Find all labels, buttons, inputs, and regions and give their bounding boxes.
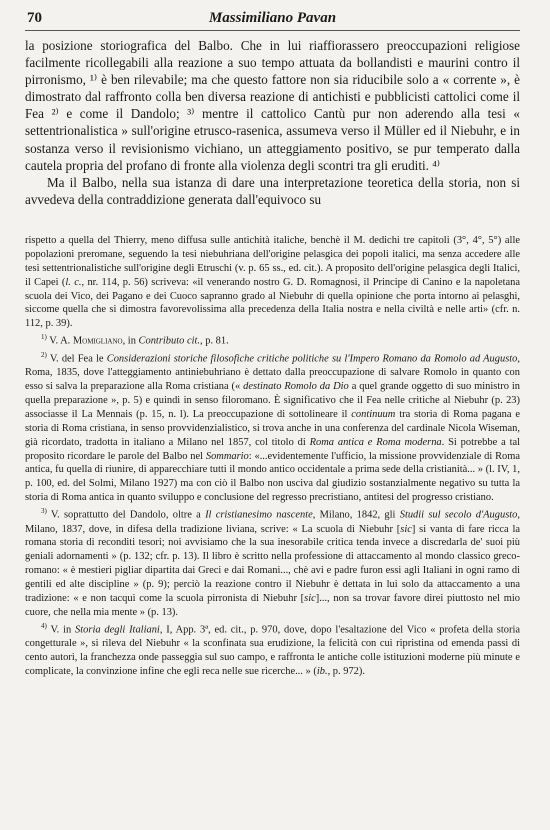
page-header: [25, 8, 520, 31]
footnote-text-run: V. A.: [46, 335, 73, 347]
footnote-text-run: Roma antica e Roma moderna: [309, 436, 442, 448]
footnote-text-run: destinato Romolo da Dio: [243, 380, 349, 392]
body-paragraph: la posizione storiografica del Balbo. Che in lui riaffiorassero preoccupazioni religiose facilmente ricollegabili alla reazione a suo tempo attuata da bollandisti e maurini contro il pirronismo, ¹⁾ è ben rilevabile; ma che questo fattore non sia riducibile solo a « corrente », è dimostrato dal raffronto colla ben diversa reazione di antichisti e pubblicisti cattolici come il Fea ²⁾ e come il Dandolo; ³⁾ mentre il cattolico Cantù pur non aderendo alla tesi « settentrionalistica » sull'origine etrusco-rasenica, assumeva verso il Müller ed il Niebuhr, e in sostanza verso il revisionismo vichiano, un atteggiamento positivo, se pur temperato dalla cautela propria del profano di fronte alla violenza degli scontri tra gli eruditi. ⁴⁾: [25, 38, 520, 173]
footnote-text-run: , I, App. 3ª, ed. cit., p. 970, dove, dopo l'esaltazione del Vico « profeta della storia congetturale », si rileva del Niebuhr « la sconfinata sua erudizione, la felicità con cui ripristina od emenda passi di cento autori, la franchezza onde passeggia sul suo campo, e raffronta le antiche colle istituzioni moderne più minute e complicate, la convinzione infine che egli reca nelle sue ricerche... » (: [25, 624, 520, 678]
running-title: Massimiliano Pavan: [208, 10, 337, 26]
footnote-text-run: 4): [41, 621, 47, 630]
footnote-text-run: V. soprattutto del Dandolo, oltre a: [46, 509, 206, 521]
footnote-text-run: tra storia di Roma pagana e storia di Roma cristiana, in senso provvidenzialistico, si trova anche in una conferenza del cardinale Nicola Wiseman, già ricordato, tradotta in italiano a Milano nel 1857, col titolo di: [25, 408, 520, 448]
footnote-text-run: a quel grande oggetto di suo ministro in quella preparazione », p. 5) e quindi in senso filoromano. È significativo che il Fea nelle critiche al Niebuhr (p. 23) associasse il La Mennais (p. 15, n. l). La preoccupazione di sottolineare il: [25, 380, 520, 420]
footnote-text-run: , in: [122, 335, 139, 347]
footnote-4: [25, 620, 520, 679]
footnote-text-run: Studii sul secolo d'Augusto: [399, 509, 518, 521]
footnote-text-run: : «...evidentemente l'ufficio, la missione provvidenziale di Roma antica, fu quella di riunire, di apparecchiare tutti il mondo antico occidentale a prima sede della cristianità... » (l. IV, 1, p. 100, ed. del Solmi, Milano 1927) ma con ciò il Balbo non usciva dal giudizio sostanzialmente negativo su tutta la storia di Roma antica in quanto sviluppo e conclusione del regresso precristiano, antitesi del progresso cristiano.: [25, 450, 521, 504]
footnote-text-run: , Milano, 1842, gli: [312, 509, 400, 521]
footnote-text-run: . Si potrebbe a tal proposito ricordare le parole del Balbo nel: [25, 436, 520, 462]
footnote-text-run: l. c.: [65, 276, 82, 288]
footnote-1: [25, 331, 520, 348]
footnote-text-run: V. del Fea le: [46, 353, 107, 365]
footnote-text-run: , p. 972).: [327, 666, 365, 678]
body-paragraph: Ma il Balbo, nella sua istanza di dare una interpretazione teoretica della storia, non si avvedeva della contraddizione generata dall'equivoco su: [25, 174, 520, 207]
footnote-text-run: sic: [304, 593, 316, 605]
footnote-text-run: Considerazioni storiche filosofiche critiche politiche su l'Impero Romano da Romolo ad Augusto: [106, 353, 518, 365]
footnote-text-run: ib.: [316, 666, 328, 678]
footnote-text-run: rispetto a quella del Thierry, meno diffusa sulle antichità italiche, benchè il M. dedichi tre capitoli (3°, 4°, 5°) alle popolazioni preromane, seguendo la tesi niebuhriana dell'origine pelasgica dei popoli italici, ma senza accedere alle tesi settentrionalistiche sull'origine degli Etruschi (v. p. 65 ss., ed. cit.). A proposito dell'origine pelasgica degli Italici, il Capei (: [25, 234, 520, 288]
footnote-text-run: 3): [41, 507, 47, 516]
main-text: [25, 37, 520, 208]
footnote-text-run: ] si vanta di fare ricca la romana storia di reconditi tesori; noi avvisiamo che la sua inesorabile critica tenda invece a discredarla de' suoi più geniali adornamenti » (p. 132; cfr. p. 13). Il libro è scritto nella professione di attaccamento al mondo classico greco-romano: « è mestieri pigliar dipartita dai Greci e dai Romani..., chè avi e padre furon essi agli Italiani in ogni ramo di gentili ed alte discipline » (p. 9); perciò la reazione contro il Niebuhr è dettata in lui solo da attaccamento a una tradizione: « e non tacqui come la scuola pirronista di Niebuhr [: [25, 523, 521, 605]
footnote-text-run: Contributo cit.: [138, 335, 200, 347]
footnote-text-run: Sommario: [205, 450, 249, 462]
footnote-text-run: , p. 81.: [200, 335, 229, 347]
footnote-2: [25, 349, 520, 505]
footnote-text-run: V. in: [46, 624, 76, 636]
footnote-text-run: , Milano, 1837, dove, in difesa della tradizione liviana, scrive: « La scuola di Niebuhr [: [25, 509, 521, 535]
footnote-3: [25, 505, 520, 620]
footnote-text-run: sic: [400, 523, 412, 535]
footnote-text-run: Momigliano: [72, 335, 123, 347]
footnote-text-run: 2): [41, 350, 47, 359]
footnote-text-run: , Roma, 1835, dove l'atteggiamento antiniebuhriano è dettato dalla preoccupazione di salvare Romolo in quanto con esso si salva la preparazione alla Roma cristiana («: [25, 353, 520, 392]
footnote-text-run: Storia degli Italiani: [75, 624, 160, 636]
footnotes: [25, 234, 520, 679]
footnote-text-run: 1): [41, 333, 47, 342]
footnote-continuation: [25, 234, 520, 331]
footnote-text-run: ]..., non sa trovar favore direi piuttosto nel mio cuore, che nella mia mente » (p. 13).: [25, 593, 520, 618]
page-number: 70: [27, 10, 42, 26]
footnote-text-run: , nr. 114, p. 56) scriveva: «il venerando nostro G. D. Romagnosi, il Principe di Canino e la napoletana scuola dei Vico, dei Pagano e dei Cuoco sapranno grado al Niebuhr di quella opinione che porta intorno ai pelasghi, siccome quella che si dimostra favorevolissima alla precedenza della Italia nostra e nella civiltà e nelle arti» (cfr. n. 112, p. 39).: [25, 276, 520, 330]
footnote-text-run: continuum: [351, 408, 396, 420]
footnote-text-run: Il cristianesimo nascente: [205, 509, 313, 521]
